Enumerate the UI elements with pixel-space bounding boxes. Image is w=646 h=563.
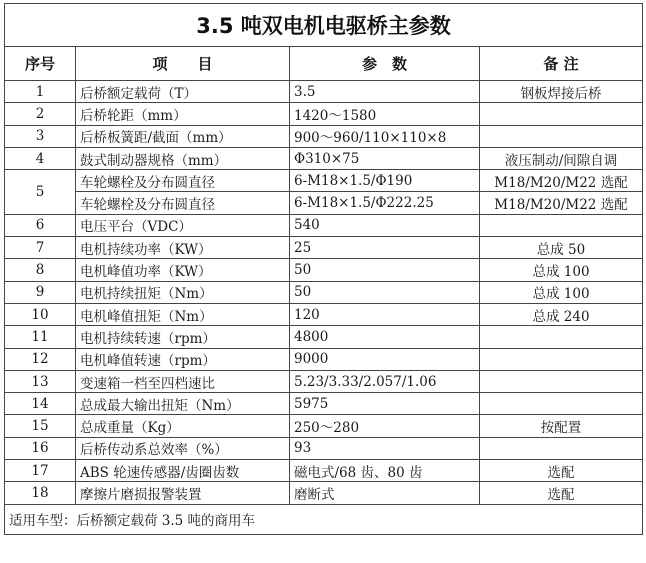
spec-table [4, 3, 643, 535]
row-note: 液压制动/间隙自调 [480, 147, 643, 169]
row-no: 9 [5, 281, 76, 303]
row-param: 540 [290, 214, 480, 236]
row-param: 120 [290, 303, 480, 325]
row-param: 93 [290, 437, 480, 459]
row-no: 18 [5, 482, 76, 504]
row-note [480, 125, 643, 147]
row-no: 11 [5, 326, 76, 348]
row-no: 8 [5, 259, 76, 281]
row-param: 25 [290, 237, 480, 259]
header-row [5, 47, 643, 81]
row-param: 250～280 [290, 415, 480, 437]
footer-row [5, 504, 643, 534]
header-param: 参 数 [290, 47, 480, 81]
row-param: 50 [290, 259, 480, 281]
row-item: 后桥轮距（mm） [76, 103, 290, 125]
row-item: 车轮螺栓及分布圆直径 [76, 170, 290, 192]
row-param: 1420～1580 [290, 103, 480, 125]
table-row [5, 81, 643, 103]
row-no: 10 [5, 303, 76, 325]
row-note [480, 103, 643, 125]
applicable-vehicle-note: 适用车型：后桥额定载荷 3.5 吨的商用车 [5, 504, 643, 534]
row-param: 4800 [290, 326, 480, 348]
row-param: 6-M18×1.5/Φ190 [290, 170, 480, 192]
row-item: ABS 轮速传感器/齿圈齿数 [76, 460, 290, 482]
table-row [5, 237, 643, 259]
row-no: 4 [5, 147, 76, 169]
row-note [480, 437, 643, 459]
row-no: 14 [5, 393, 76, 415]
row-item: 车轮螺栓及分布圆直径 [76, 192, 290, 214]
row-item: 电机峰值转速（rpm） [76, 348, 290, 370]
row-param: 900～960/110×110×8 [290, 125, 480, 147]
table-row [5, 125, 643, 147]
row-note: 总成 50 [480, 237, 643, 259]
table-row [5, 281, 643, 303]
table-row [5, 370, 643, 392]
row-item: 电机峰值功率（KW） [76, 259, 290, 281]
row-item: 摩擦片磨损报警装置 [76, 482, 290, 504]
row-no: 5 [5, 170, 76, 215]
row-no: 7 [5, 237, 76, 259]
row-param: 9000 [290, 348, 480, 370]
row-param: 磨断式 [290, 482, 480, 504]
row-item: 电机持续转速（rpm） [76, 326, 290, 348]
row-item: 鼓式制动器规格（mm） [76, 147, 290, 169]
table-title: 3.5 吨双电机电驱桥主参数 [5, 4, 643, 47]
row-note [480, 348, 643, 370]
row-note: 钢板焊接后桥 [480, 81, 643, 103]
table-row [5, 348, 643, 370]
row-note: 选配 [480, 482, 643, 504]
row-item: 电机峰值扭矩（Nm） [76, 303, 290, 325]
row-item: 总成最大输出扭矩（Nm） [76, 393, 290, 415]
row-note: M18/M20/M22 选配 [480, 170, 643, 192]
table-row [5, 214, 643, 236]
table-row [5, 393, 643, 415]
row-no: 12 [5, 348, 76, 370]
table-row [5, 303, 643, 325]
row-no: 6 [5, 214, 76, 236]
header-item: 项 目 [76, 47, 290, 81]
row-item: 总成重量（Kg） [76, 415, 290, 437]
spec-sheet [4, 3, 642, 559]
row-item: 电压平台（VDC） [76, 214, 290, 236]
table-row [5, 259, 643, 281]
row-param: Φ310×75 [290, 147, 480, 169]
table-row [5, 482, 643, 504]
row-note: 按配置 [480, 415, 643, 437]
row-item: 电机持续扭矩（Nm） [76, 281, 290, 303]
header-no: 序号 [5, 47, 76, 81]
row-note [480, 370, 643, 392]
row-param: 5.23/3.33/2.057/1.06 [290, 370, 480, 392]
table-row [5, 147, 643, 169]
row-item: 后桥额定载荷（T） [76, 81, 290, 103]
row-param: 3.5 [290, 81, 480, 103]
row-no: 3 [5, 125, 76, 147]
row-note: 总成 100 [480, 281, 643, 303]
row-note: 选配 [480, 460, 643, 482]
table-row [5, 103, 643, 125]
row-note: M18/M20/M22 选配 [480, 192, 643, 214]
row-note: 总成 240 [480, 303, 643, 325]
row-note [480, 326, 643, 348]
table-row [5, 415, 643, 437]
table-row [5, 170, 643, 192]
row-item: 电机持续功率（KW） [76, 237, 290, 259]
row-no: 15 [5, 415, 76, 437]
row-no: 13 [5, 370, 76, 392]
table-row [5, 437, 643, 459]
row-param: 5975 [290, 393, 480, 415]
row-item: 变速箱一档至四档速比 [76, 370, 290, 392]
row-param: 磁电式/68 齿、80 齿 [290, 460, 480, 482]
title-row [5, 4, 643, 47]
row-no: 2 [5, 103, 76, 125]
row-note: 总成 100 [480, 259, 643, 281]
row-no: 16 [5, 437, 76, 459]
header-note: 备 注 [480, 47, 643, 81]
row-note [480, 393, 643, 415]
row-no: 1 [5, 81, 76, 103]
table-row [5, 326, 643, 348]
row-param: 6-M18×1.5/Φ222.25 [290, 192, 480, 214]
row-no: 17 [5, 460, 76, 482]
table-row [5, 460, 643, 482]
row-note [480, 214, 643, 236]
row-param: 50 [290, 281, 480, 303]
row-item: 后桥板簧距/截面（mm） [76, 125, 290, 147]
table-row [5, 192, 643, 214]
row-item: 后桥传动系总效率（%） [76, 437, 290, 459]
